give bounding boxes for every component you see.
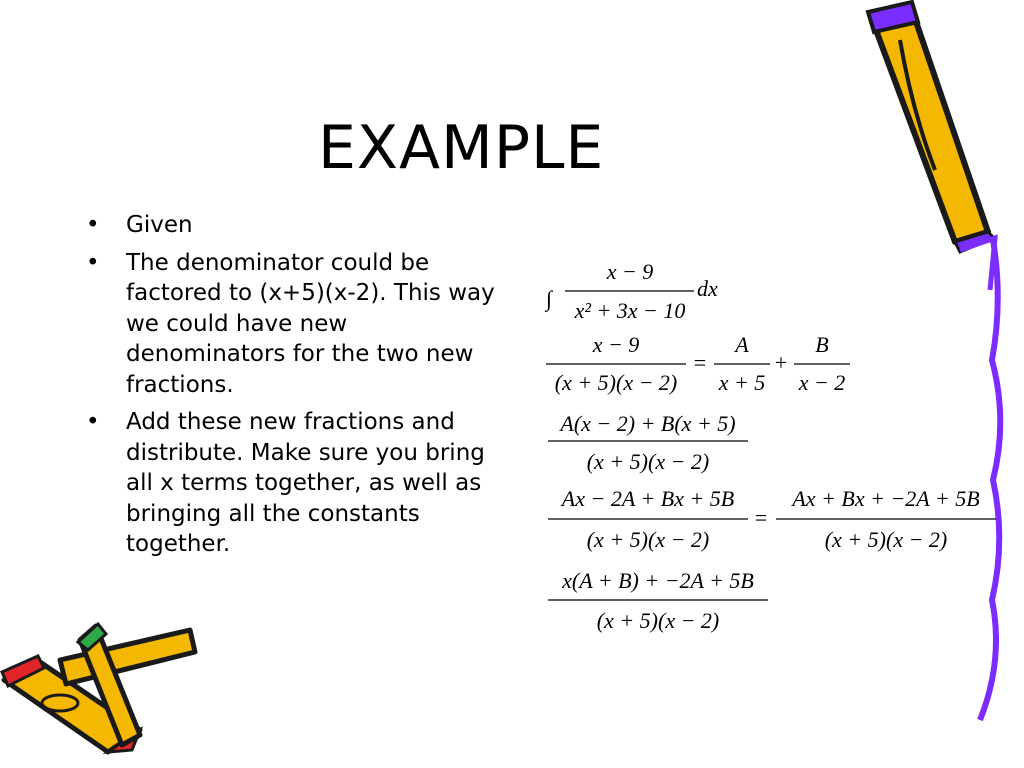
- integral-sign: ∫: [546, 286, 553, 311]
- distributed-equation: [548, 486, 996, 552]
- bullet-text: The denominator could be factored to (x+5)(x-2). This way we could have new denominators for the two new fractions.: [126, 249, 495, 398]
- combined-numerator: A(x − 2) + B(x + 5): [560, 411, 736, 436]
- partial-fractions-equation: [546, 332, 850, 395]
- term1-numerator: A: [735, 332, 749, 357]
- bullet-marker: •: [86, 212, 100, 238]
- term2-numerator: B: [815, 332, 829, 357]
- term1-denominator: x + 5: [718, 370, 766, 395]
- lhs-denominator: (x + 5)(x − 2): [554, 370, 678, 395]
- grouped-fraction: [548, 568, 768, 633]
- grouped-denominator: (x + 5)(x − 2): [596, 608, 720, 633]
- distributed-lhs-denominator: (x + 5)(x − 2): [586, 527, 710, 552]
- bullet-marker: •: [86, 409, 100, 435]
- equals-sign: =: [693, 350, 707, 375]
- grouped-numerator: x(A + B) + −2A + 5B: [562, 568, 754, 593]
- equals-sign: =: [754, 505, 768, 530]
- term2-denominator: x − 2: [798, 370, 846, 395]
- lhs-numerator: x − 9: [592, 332, 640, 357]
- bullet-text: Given: [126, 212, 193, 238]
- distributed-lhs-numerator: Ax − 2A + Bx + 5B: [561, 486, 735, 511]
- slide-title: EXAMPLE: [318, 113, 605, 183]
- plus-sign: +: [774, 350, 788, 375]
- combined-denominator: (x + 5)(x − 2): [586, 449, 710, 474]
- bullet-marker: •: [86, 249, 100, 276]
- integral-denominator: x² + 3x − 10: [574, 298, 686, 323]
- bullet-text: Add these new fractions and distribute. Make sure you bring all x terms together, as well as bringing all the constants together.: [126, 409, 485, 557]
- distributed-rhs-numerator: Ax + Bx + −2A + 5B: [792, 486, 980, 511]
- integral-differential: dx: [697, 276, 718, 301]
- combined-fraction: [548, 411, 748, 474]
- distributed-rhs-denominator: (x + 5)(x − 2): [824, 527, 948, 552]
- integral-numerator: x − 9: [606, 259, 654, 284]
- integral-equation: [544, 259, 718, 323]
